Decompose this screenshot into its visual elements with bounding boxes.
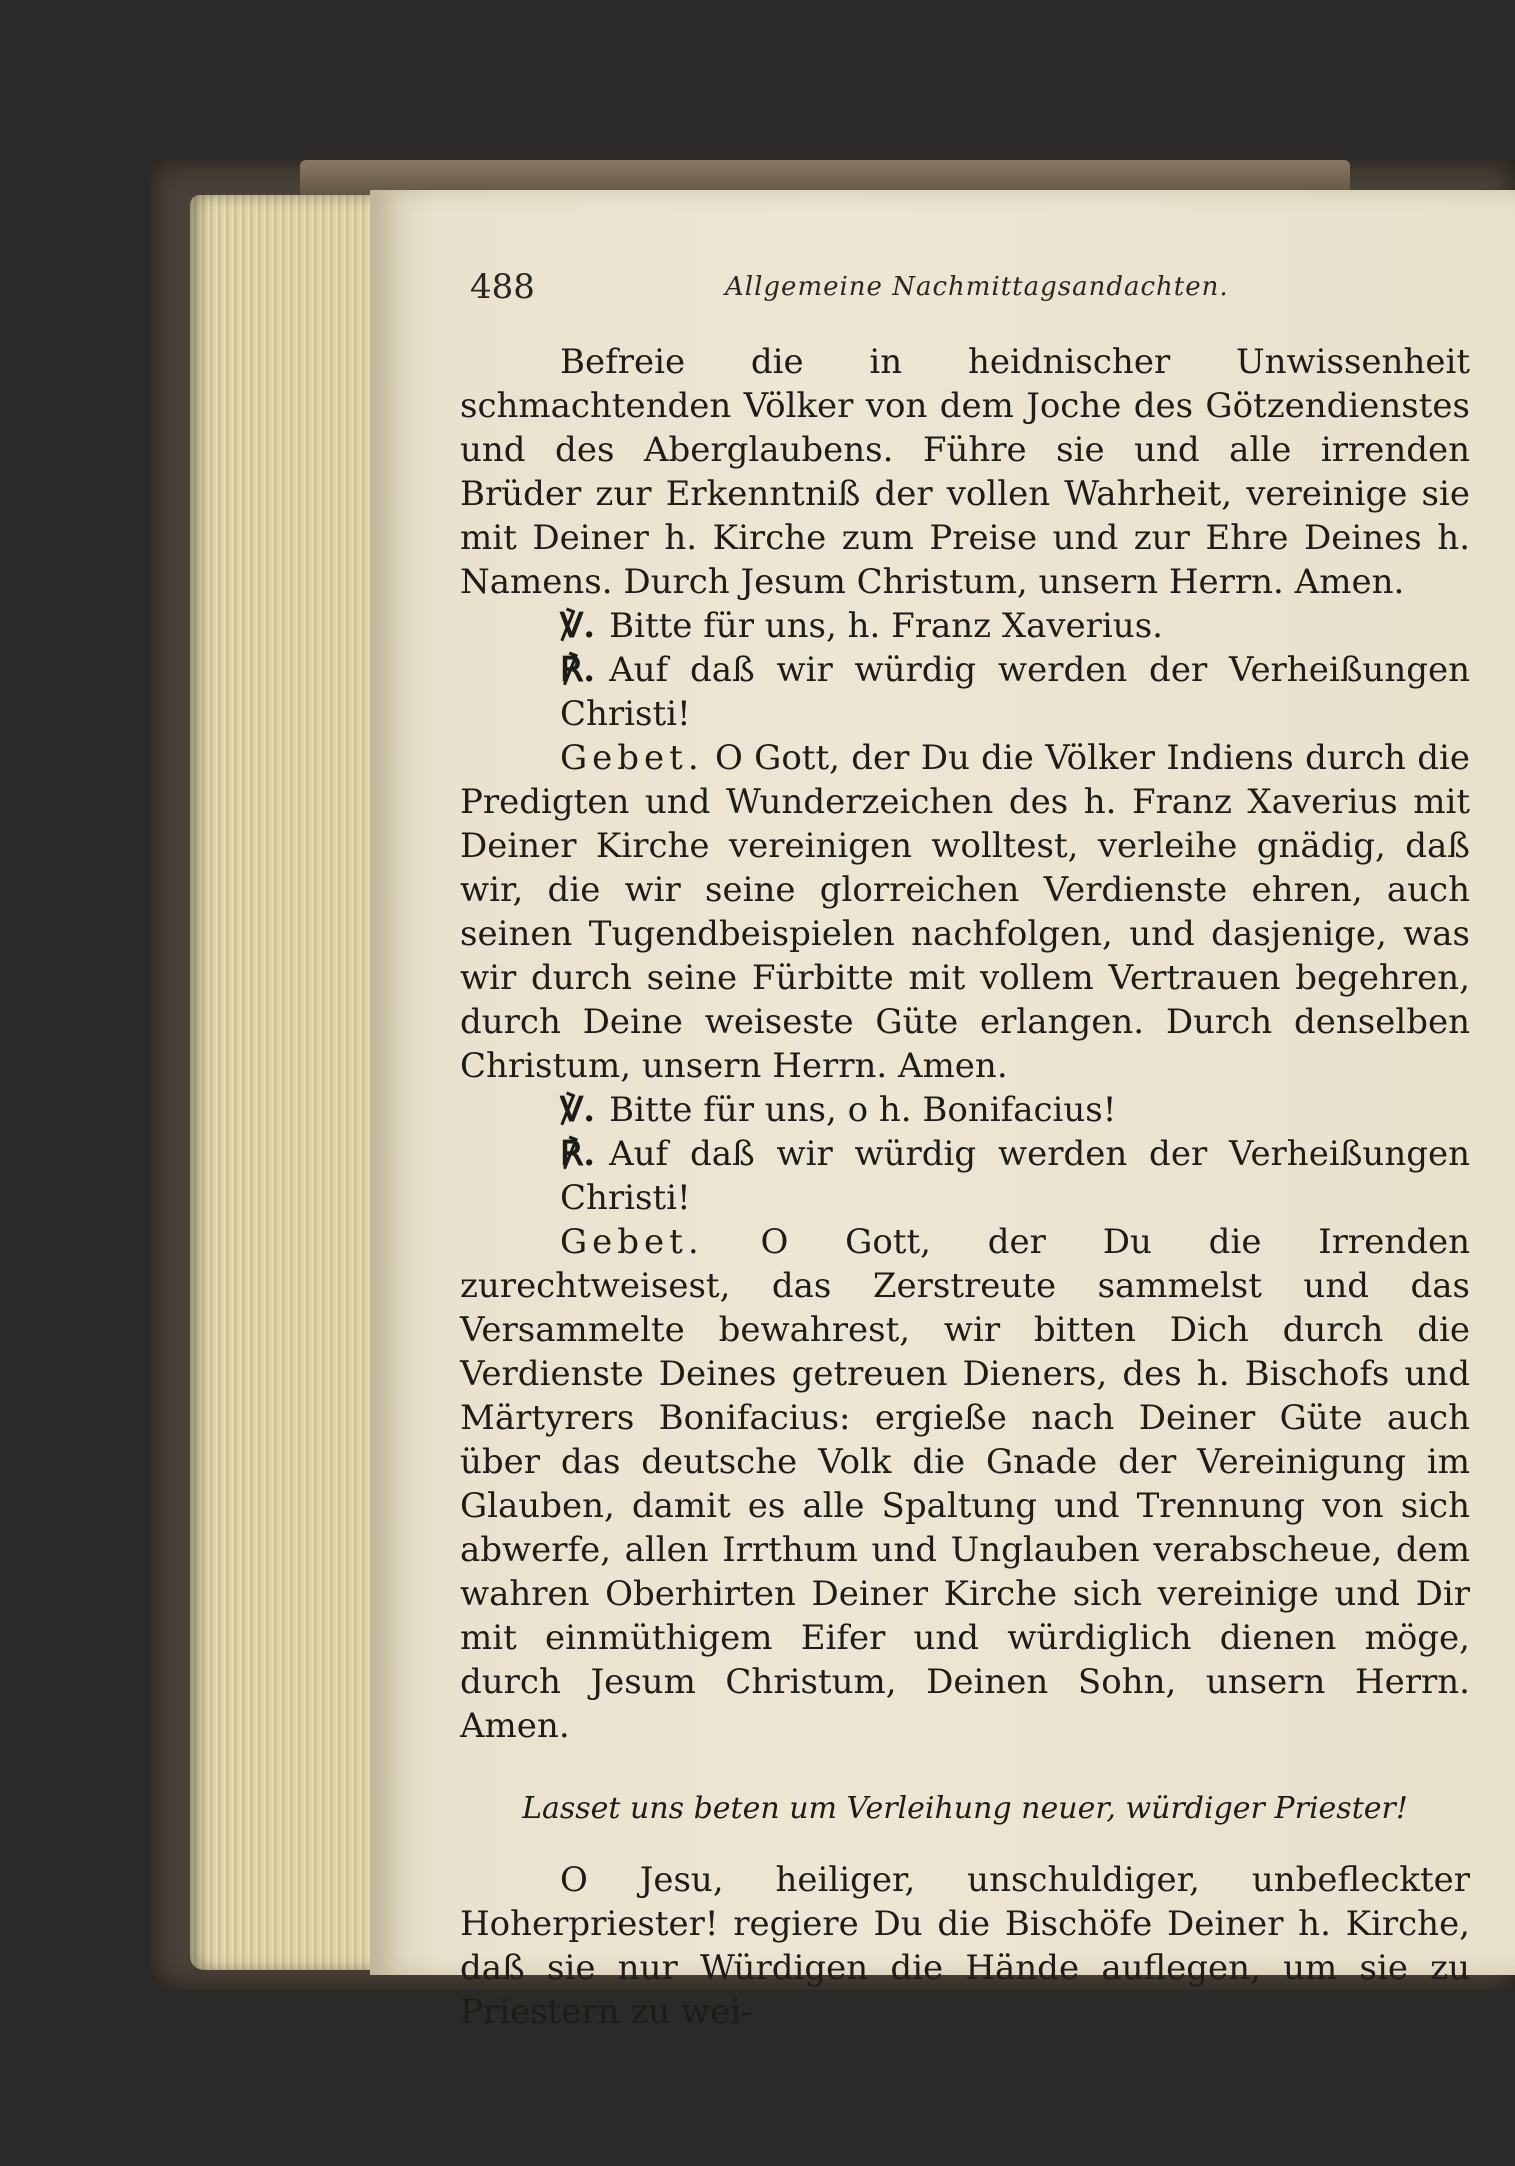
running-head: [470, 262, 1470, 312]
response-xaverius: [460, 648, 1470, 736]
paragraph-intercession: Befreie die in heidnischer Unwissenheit schmachtenden Völker von dem Joche des Götzendienstes und des Aberglaubens. Führe sie und alle irrenden Brüder zur Erkenntniß der vollen Wahrheit, vereinige sie mit Deiner h. Kirche zum Preise und zur Ehre Deines h. Namens. Durch Jesum Christum, unsern Herrn. Amen.: [460, 342, 1470, 602]
response-symbol: ℟.: [560, 1134, 596, 1174]
versicle-symbol: ℣.: [560, 1090, 596, 1130]
versicle-text: Bitte für uns, o h. Bonifacius!: [609, 1090, 1117, 1130]
prayer-bonifacius: [460, 1220, 1470, 1748]
versicle-xaverius: [460, 604, 1470, 648]
response-bonifacius: [460, 1132, 1470, 1220]
versicle-symbol: ℣.: [560, 606, 596, 646]
response-symbol: ℟.: [560, 650, 596, 690]
paragraph-priests: O Jesu, heiliger, unschuldiger, unbefleckter Hoherpriester! regiere Du die Bischöfe Deiner h. Kirche, daß sie nur Würdigen die Hände auflegen, um sie zu Priestern zu wei-: [460, 1860, 1470, 2032]
page-edges: [190, 195, 390, 1970]
prayer-text: O Gott, der Du die Irrenden zurechtweisest, das Zerstreute sammelst und das Versammelte bewahrest, wir bitten Dich durch die Verdienste Deines getreuen Dieners, des h. Bischofs und Märtyrers Bonifacius: ergieße nach Deiner Güte auch über das deutsche Volk die Gnade der Vereinigung im Glauben, damit es alle Spaltung und Trennung von sich abwerfe, allen Irrthum und Unglauben verabscheue, dem wahren Oberhirten Deiner Kirche sich vereinige und Dir mit einmüthigem Eifer und würdiglich dienen möge, durch Jesum Christum, Deinen Sohn, unsern Herrn. Amen.: [460, 1222, 1470, 1746]
prayer-label: Gebet.: [560, 738, 704, 778]
versicle-text: Bitte für uns, h. Franz Xaverius.: [609, 606, 1163, 646]
prayer-text: O Gott, der Du die Völker Indiens durch die Predigten und Wunderzeichen des h. Franz Xaverius mit Deiner Kirche vereinigen wolltest, verleihe gnädig, daß wir, die wir seine glorreichen Verdienste ehren, auch seinen Tugendbeispielen nachfolgen, und dasjenige, was wir durch seine Fürbitte mit vollem Vertrauen begehren, durch Deine weiseste Güte erlangen. Durch denselben Christum, unsern Herrn. Amen.: [460, 738, 1470, 1086]
page-body: [460, 340, 1470, 2034]
prayer-xaverius: [460, 736, 1470, 1088]
prayer-label: Gebet.: [560, 1222, 704, 1262]
running-title: Allgemeine Nachmittagsandachten.: [725, 272, 1229, 302]
response-text: Auf daß wir würdig werden der Verheißungen Christi!: [560, 650, 1470, 734]
versicle-bonifacius: [460, 1088, 1470, 1132]
response-text: Auf daß wir würdig werden der Verheißungen Christi!: [560, 1134, 1470, 1218]
section-heading: Lasset uns beten um Verleihung neuer, würdiger Priester!: [522, 1791, 1408, 1826]
page-number: 488: [470, 267, 535, 307]
